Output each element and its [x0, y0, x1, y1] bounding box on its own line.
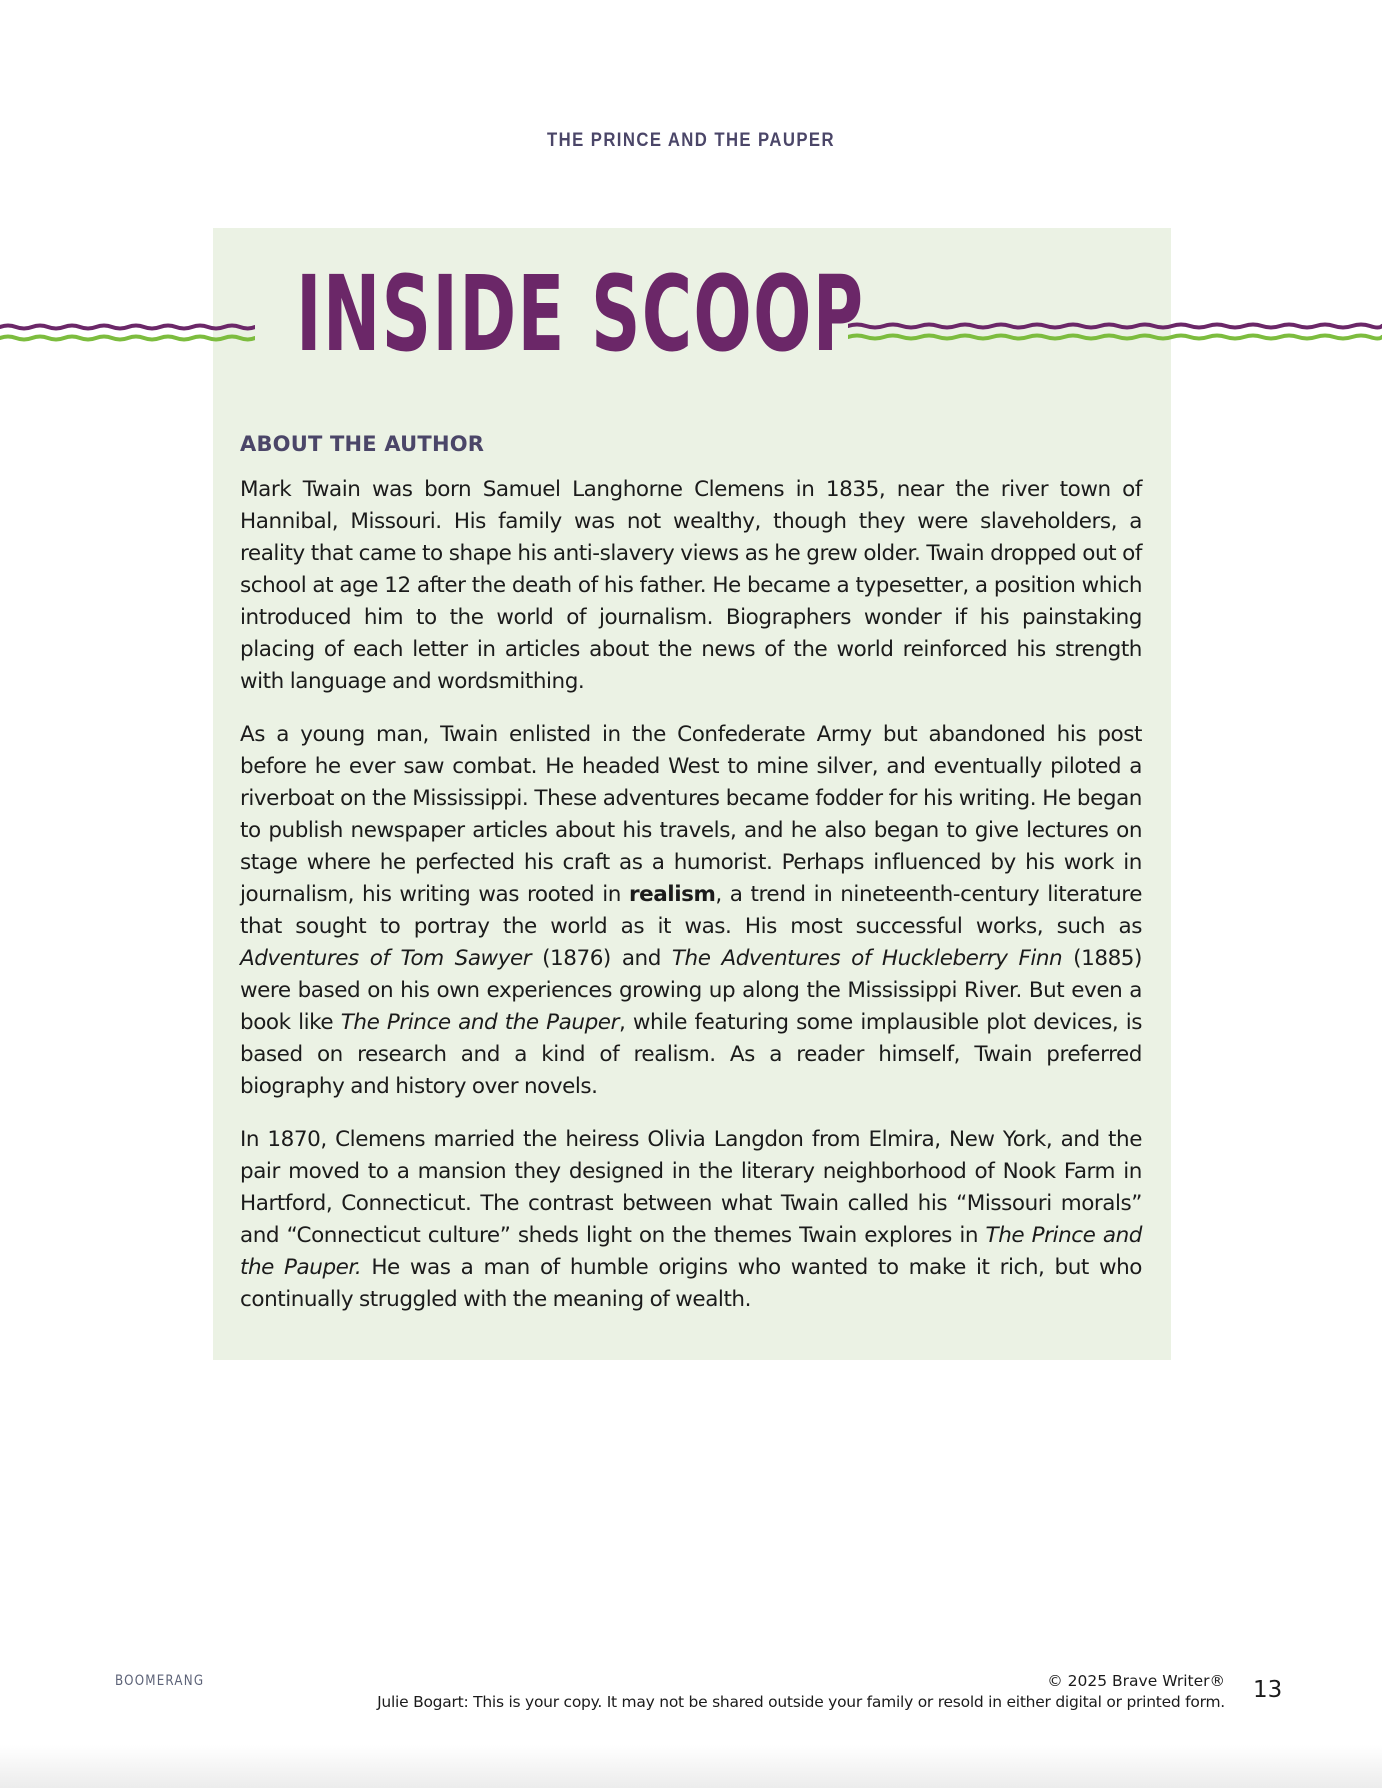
wavy-divider-left	[0, 318, 255, 346]
paragraph-marriage	[240, 1124, 1142, 1316]
feature-title: INSIDE SCOOP	[296, 253, 865, 375]
paragraph-text-segment: He was a man of humble origins who wanted to make it rich, but who continually struggled with the meaning of wealth.	[240, 1255, 1143, 1312]
boomerang-logo: BOOMERANG	[115, 1673, 205, 1689]
wavy-divider-right	[848, 318, 1382, 346]
running-header: THE PRINCE AND THE PAUPER	[547, 130, 835, 151]
paragraph-career	[240, 719, 1142, 1103]
license-notice: Julie Bogart: This is your copy. It may not be shared outside your family or resold in either digital or printed form.	[377, 1693, 1225, 1711]
article-body	[240, 432, 1142, 1337]
paragraph-text-segment: (1885) were based on his own experiences growing up along the Mississippi River. But even a book like	[240, 946, 1142, 1035]
paragraph-text: Mark Twain was born Samuel Langhorne Clemens in 1835, near the river town of Hannibal, Missouri. His family was not wealthy, though they were slaveholders, a reality that came to shape his anti-slavery views as he grew older. Twain dropped out of school at age 12 after the death of his father. He became a typesetter, a position which introduced him to the world of journalism. Biographers wonder if his painstaking placing of each letter in articles about the news of the world reinforced his strength with language and wordsmithing.	[240, 477, 1142, 694]
book-title: The Prince and the Pauper	[340, 1010, 619, 1035]
book-title: The Adventures of Huckleberry Finn	[671, 946, 1063, 971]
page-number: 13	[1253, 1677, 1283, 1703]
book-title: Adventures of Tom Sawyer	[240, 946, 532, 971]
copyright-line: © 2025 Brave Writer®	[1047, 1672, 1225, 1690]
paragraph-text-segment: (1876) and	[531, 946, 672, 971]
page-edge-shade	[0, 1745, 1382, 1788]
term-realism: realism	[628, 882, 716, 907]
paragraph-text-segment: In 1870, Clemens married the heiress Olivia Langdon from Elmira, New York, and the pair moved to a mansion they designed in the literary neighborhood of Nook Farm in Hartford, Connecticut. The contrast between what Twain called his “Missouri morals” and “Connecticut culture” sheds light on the themes Twain explores in	[240, 1127, 1142, 1248]
paragraph-text-segment: , while featuring some implausible plot devices, is based on research and a kind of realism. As a reader himself, Twain preferred biography and history over novels.	[240, 1010, 1143, 1099]
paragraph-text-segment: As a young man, Twain enlisted in the Confederate Army but abandoned his post before he ever saw combat. He headed West to mine silver, and eventually piloted a riverboat on the Mississippi. These adventures became fodder for his writing. He began to publish newspaper articles about his travels, and he also began to give lectures on stage where he perfected his craft as a humorist. Perhaps influenced by his work in journalism, his writing was rooted in	[240, 722, 1142, 907]
book-title: The Prince and the Pauper.	[240, 1223, 1142, 1280]
section-heading: ABOUT THE AUTHOR	[240, 432, 485, 456]
paragraph-early-life	[240, 474, 1142, 698]
paragraph-text-segment: , a trend in nineteenth-century literature that sought to portray the world as it was. His most successful works, such as	[240, 882, 1142, 939]
